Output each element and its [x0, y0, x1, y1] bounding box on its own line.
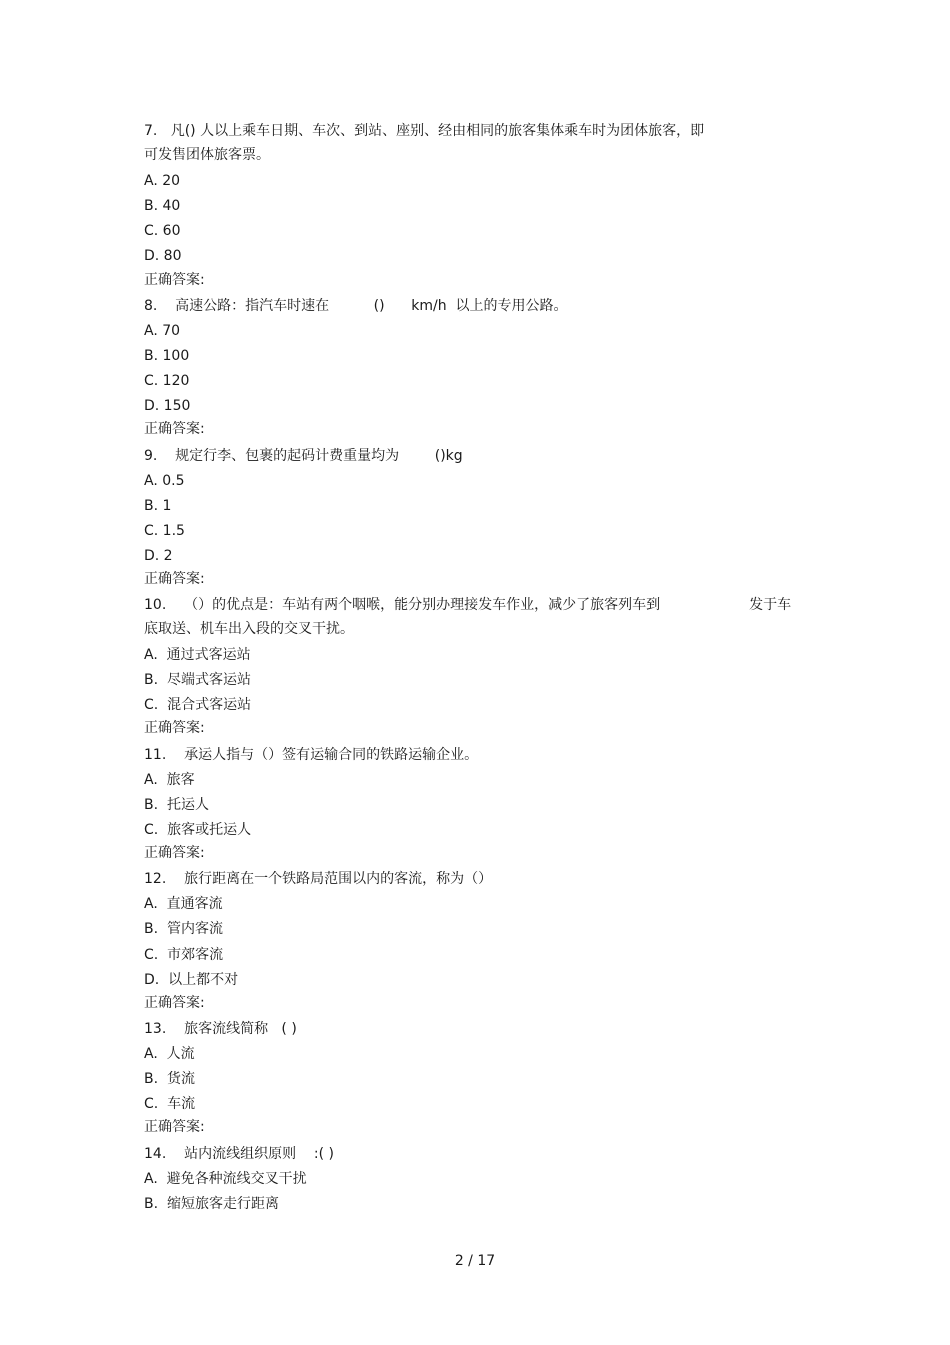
option-d: D. 150 [144, 398, 191, 414]
option-a: A. 直通客流 [144, 896, 223, 912]
option-d: D. 2 [144, 548, 173, 564]
option-c: C. 车流 [144, 1096, 196, 1112]
option-b: B. 1 [144, 498, 172, 514]
option-a: A. 0.5 [144, 473, 185, 489]
page-number: 2 / 17 [454, 1253, 496, 1269]
option-c: C. 120 [144, 373, 190, 389]
option-a: A. 20 [144, 173, 181, 189]
option-a: A. 避免各种流线交叉干扰 [144, 1171, 307, 1187]
option-c: C. 60 [144, 223, 181, 239]
option-b: B. 托运人 [144, 797, 209, 813]
option-c: C. 旅客或托运人 [144, 822, 252, 838]
option-d: D. 80 [144, 248, 182, 264]
option-b: B. 货流 [144, 1071, 195, 1087]
question-10-text-cont: 底取送、机车出入段的交叉干扰。 [144, 621, 354, 637]
option-b: B. 尽端式客运站 [144, 672, 251, 688]
answer-label: 正确答案: [144, 1119, 205, 1135]
answer-label: 正确答案: [144, 421, 205, 437]
question-12-text: 12. 旅行距离在一个铁路局范围以内的客流，称为（） [144, 871, 493, 887]
option-a: A. 旅客 [144, 772, 195, 788]
question-9-text: 9. 规定行李、包裹的起码计费重量均为 ()kg [144, 448, 463, 464]
option-b: B. 40 [144, 198, 181, 214]
option-b: B. 100 [144, 348, 190, 364]
answer-label: 正确答案: [144, 720, 205, 736]
question-7-text-cont: 可发售团体旅客票。 [144, 147, 270, 163]
option-a: A. 人流 [144, 1046, 195, 1062]
option-a: A. 通过式客运站 [144, 647, 251, 663]
answer-label: 正确答案: [144, 995, 205, 1011]
option-b: B. 缩短旅客走行距离 [144, 1196, 279, 1212]
question-11-text: 11. 承运人指与（）签有运输合同的铁路运输企业。 [144, 747, 479, 763]
option-b: B. 管内客流 [144, 921, 223, 937]
option-d: D. 以上都不对 [144, 972, 239, 988]
option-c: C. 1.5 [144, 523, 185, 539]
question-8-text: 8. 高速公路：指汽车时速在 () km/h 以上的专用公路。 [144, 298, 568, 314]
option-c: C. 混合式客运站 [144, 697, 252, 713]
answer-label: 正确答案: [144, 571, 205, 587]
option-a: A. 70 [144, 323, 181, 339]
question-14-text: 14. 站内流线组织原则 :( ) [144, 1146, 334, 1162]
question-10-text: 10. （）的优点是：车站有两个咽喉，能分别办理接发车作业，减少了旅客列车到 发于车 [144, 597, 792, 613]
answer-label: 正确答案: [144, 845, 205, 861]
question-13-text: 13. 旅客流线简称 ( ) [144, 1021, 297, 1037]
option-c: C. 市郊客流 [144, 947, 224, 963]
question-7-text: 7. 凡() 人以上乘车日期、车次、到站、座别、经由相同的旅客集体乘车时为团体旅客，即 [144, 123, 705, 139]
answer-label: 正确答案: [144, 272, 205, 288]
